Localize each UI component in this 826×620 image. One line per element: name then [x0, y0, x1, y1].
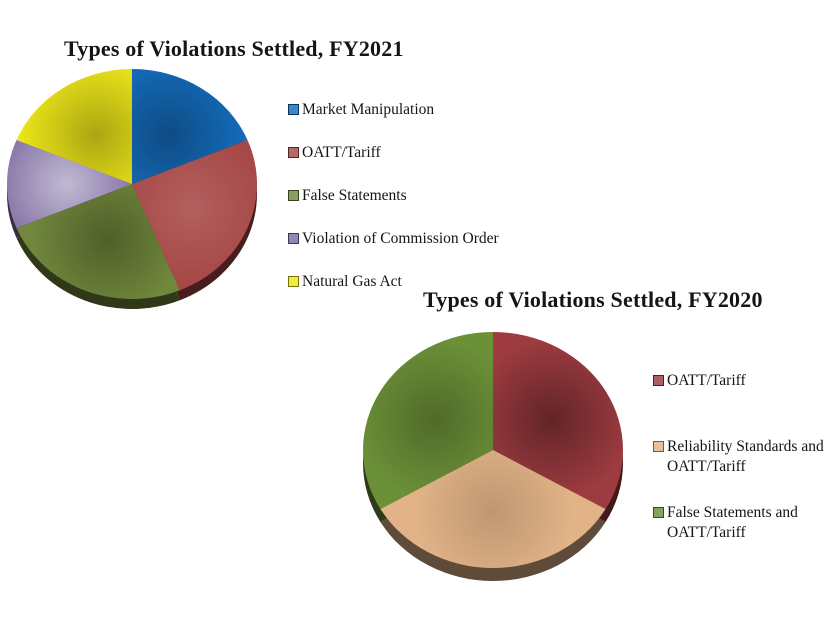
legend-swatch-false-statements-and-oatt-tariff	[653, 507, 664, 518]
legend-swatch-oatt-tariff	[653, 375, 664, 386]
legend-swatch-oatt-tariff	[288, 147, 299, 158]
legend-label: Natural Gas Act	[302, 273, 402, 290]
pie-types-of-violations-settled-fy2020	[363, 332, 623, 581]
legend-label: False Statements and OATT/Tariff	[667, 504, 798, 541]
legend-label: Market Manipulation	[302, 101, 435, 118]
pie-types-of-violations-settled-fy2021	[7, 69, 257, 309]
legend-item-violation-of-commission-order	[288, 229, 499, 249]
legend-swatch-violation-of-commission-order	[288, 233, 299, 244]
legend-item-market-manipulation	[288, 100, 434, 120]
legend-swatch-natural-gas-act	[288, 276, 299, 287]
chart-title-fy2020: Types of Violations Settled, FY2020	[423, 287, 763, 312]
legend-label: Reliability Standards and OATT/Tariff	[667, 438, 824, 475]
legend-item-reliability-standards-and-oatt-tariff	[653, 437, 826, 477]
legend-label: Violation of Commission Order	[302, 230, 499, 247]
legend-item-oatt-tariff	[653, 371, 746, 391]
legend-item-false-statements	[288, 186, 407, 206]
legend-label: OATT/Tariff	[667, 372, 746, 389]
legend-item-natural-gas-act	[288, 272, 402, 292]
legend-label: False Statements	[302, 187, 407, 204]
legend-item-oatt-tariff	[288, 143, 381, 163]
legend-swatch-false-statements	[288, 190, 299, 201]
legend-swatch-market-manipulation	[288, 104, 299, 115]
legend-item-false-statements-and-oatt-tariff	[653, 503, 826, 543]
chart-title-fy2021: Types of Violations Settled, FY2021	[64, 36, 404, 61]
legend-swatch-reliability-standards-and-oatt-tariff	[653, 441, 664, 452]
legend-label: OATT/Tariff	[302, 144, 381, 161]
